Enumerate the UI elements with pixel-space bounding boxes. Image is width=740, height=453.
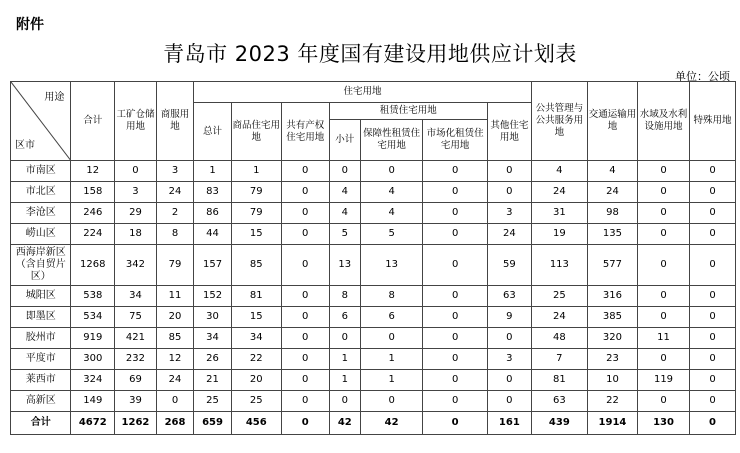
value-cell: 29: [115, 203, 157, 224]
district-name-cell: 平度市: [11, 349, 71, 370]
value-cell: 534: [71, 307, 115, 328]
value-cell: 0: [423, 349, 488, 370]
value-cell: 85: [231, 245, 281, 286]
value-cell: 13: [360, 245, 422, 286]
header-commodity: 商品住宅用地: [231, 103, 281, 161]
value-cell: 0: [329, 391, 360, 412]
value-cell: 246: [71, 203, 115, 224]
value-cell: 11: [156, 286, 193, 307]
district-name-cell: 市北区: [11, 182, 71, 203]
value-cell: 0: [423, 286, 488, 307]
value-cell: 0: [690, 412, 736, 435]
value-cell: 0: [115, 161, 157, 182]
table-row: [11, 349, 736, 370]
value-cell: 456: [231, 412, 281, 435]
value-cell: 0: [281, 391, 329, 412]
value-cell: 0: [423, 203, 488, 224]
value-cell: 6: [360, 307, 422, 328]
value-cell: 2: [156, 203, 193, 224]
value-cell: 0: [423, 182, 488, 203]
value-cell: 0: [637, 245, 689, 286]
value-cell: 0: [360, 161, 422, 182]
value-cell: 0: [637, 307, 689, 328]
value-cell: 0: [423, 245, 488, 286]
value-cell: 31: [531, 203, 587, 224]
district-name-cell: 市南区: [11, 161, 71, 182]
value-cell: 0: [281, 349, 329, 370]
value-cell: 0: [281, 203, 329, 224]
value-cell: 119: [637, 370, 689, 391]
district-name-cell: 胶州市: [11, 328, 71, 349]
value-cell: 4: [360, 182, 422, 203]
value-cell: 0: [487, 391, 531, 412]
value-cell: 9: [487, 307, 531, 328]
value-cell: 0: [487, 182, 531, 203]
value-cell: 919: [71, 328, 115, 349]
value-cell: 0: [360, 391, 422, 412]
value-cell: 1: [329, 370, 360, 391]
value-cell: 161: [487, 412, 531, 435]
value-cell: 34: [231, 328, 281, 349]
table-row: [11, 307, 736, 328]
value-cell: 0: [637, 286, 689, 307]
header-special: 特殊用地: [690, 82, 736, 161]
value-cell: 0: [637, 349, 689, 370]
value-cell: 0: [281, 328, 329, 349]
value-cell: 24: [487, 224, 531, 245]
value-cell: 63: [531, 391, 587, 412]
table-row: [11, 245, 736, 286]
value-cell: 0: [329, 161, 360, 182]
value-cell: 0: [423, 391, 488, 412]
value-cell: 1: [360, 370, 422, 391]
table-row: [11, 370, 736, 391]
value-cell: 152: [194, 286, 231, 307]
value-cell: 0: [423, 307, 488, 328]
value-cell: 0: [690, 245, 736, 286]
value-cell: 0: [329, 328, 360, 349]
district-name-cell: 李沧区: [11, 203, 71, 224]
value-cell: 25: [194, 391, 231, 412]
value-cell: 0: [487, 161, 531, 182]
value-cell: 18: [115, 224, 157, 245]
unit-label: 单位：公顷: [675, 70, 730, 83]
header-industrial: 工矿仓储用地: [115, 82, 157, 161]
header-res-subtotal: 总计: [194, 103, 231, 161]
value-cell: 75: [115, 307, 157, 328]
value-cell: 421: [115, 328, 157, 349]
land-supply-table: [10, 81, 736, 435]
value-cell: 577: [587, 245, 637, 286]
district-name-cell: 合计: [11, 412, 71, 435]
value-cell: 44: [194, 224, 231, 245]
value-cell: 12: [71, 161, 115, 182]
value-cell: 320: [587, 328, 637, 349]
value-cell: 79: [231, 203, 281, 224]
value-cell: 0: [423, 328, 488, 349]
value-cell: 0: [690, 182, 736, 203]
table-row: [11, 161, 736, 182]
table-row: [11, 203, 736, 224]
table-row: [11, 224, 736, 245]
value-cell: 0: [423, 224, 488, 245]
value-cell: 0: [156, 391, 193, 412]
header-other-res: 其他住宅用地: [487, 103, 531, 161]
value-cell: 0: [423, 370, 488, 391]
value-cell: 0: [637, 161, 689, 182]
value-cell: 0: [487, 328, 531, 349]
corner-use-label: 用途: [44, 92, 65, 103]
value-cell: 1262: [115, 412, 157, 435]
value-cell: 15: [231, 224, 281, 245]
value-cell: 22: [231, 349, 281, 370]
value-cell: 1: [231, 161, 281, 182]
value-cell: 0: [487, 370, 531, 391]
page-title: 青岛市 2023 年度国有建设用地供应计划表: [163, 42, 577, 66]
value-cell: 24: [531, 182, 587, 203]
value-cell: 1: [360, 349, 422, 370]
value-cell: 26: [194, 349, 231, 370]
value-cell: 300: [71, 349, 115, 370]
value-cell: 113: [531, 245, 587, 286]
value-cell: 3: [115, 182, 157, 203]
value-cell: 0: [637, 203, 689, 224]
header-affordable-rental: 保障性租赁住宅用地: [360, 120, 422, 161]
value-cell: 0: [423, 161, 488, 182]
value-cell: 342: [115, 245, 157, 286]
value-cell: 0: [281, 307, 329, 328]
value-cell: 24: [156, 370, 193, 391]
value-cell: 0: [281, 412, 329, 435]
value-cell: 1914: [587, 412, 637, 435]
value-cell: 157: [194, 245, 231, 286]
value-cell: 0: [690, 307, 736, 328]
value-cell: 158: [71, 182, 115, 203]
value-cell: 4: [329, 203, 360, 224]
district-name-cell: 高新区: [11, 391, 71, 412]
value-cell: 24: [587, 182, 637, 203]
value-cell: 13: [329, 245, 360, 286]
value-cell: 0: [281, 161, 329, 182]
value-cell: 4: [531, 161, 587, 182]
value-cell: 3: [156, 161, 193, 182]
value-cell: 12: [156, 349, 193, 370]
value-cell: 20: [231, 370, 281, 391]
attachment-label: 附件: [16, 17, 44, 33]
value-cell: 130: [637, 412, 689, 435]
value-cell: 39: [115, 391, 157, 412]
value-cell: 79: [156, 245, 193, 286]
header-rental: 租赁住宅用地: [329, 103, 487, 120]
value-cell: 21: [194, 370, 231, 391]
value-cell: 85: [156, 328, 193, 349]
value-cell: 538: [71, 286, 115, 307]
header-residential: 住宅用地: [194, 82, 531, 103]
value-cell: 34: [115, 286, 157, 307]
value-cell: 30: [194, 307, 231, 328]
value-cell: 0: [690, 203, 736, 224]
value-cell: 4: [329, 182, 360, 203]
value-cell: 63: [487, 286, 531, 307]
value-cell: 48: [531, 328, 587, 349]
value-cell: 11: [637, 328, 689, 349]
value-cell: 316: [587, 286, 637, 307]
value-cell: 1268: [71, 245, 115, 286]
header-public: 公共管理与公共服务用地: [531, 82, 587, 161]
value-cell: 20: [156, 307, 193, 328]
header-market-rental: 市场化租赁住宅用地: [423, 120, 488, 161]
value-cell: 5: [360, 224, 422, 245]
corner-district-label: 区市: [15, 140, 35, 151]
header-shared: 共有产权住宅用地: [281, 103, 329, 161]
value-cell: 4672: [71, 412, 115, 435]
value-cell: 0: [423, 412, 488, 435]
value-cell: 5: [329, 224, 360, 245]
value-cell: 79: [231, 182, 281, 203]
value-cell: 1: [194, 161, 231, 182]
header-commercial: 商服用地: [156, 82, 193, 161]
table-row: [11, 286, 736, 307]
value-cell: 15: [231, 307, 281, 328]
value-cell: 324: [71, 370, 115, 391]
header-total: 合计: [71, 82, 115, 161]
value-cell: 0: [690, 391, 736, 412]
value-cell: 24: [156, 182, 193, 203]
corner-header-cell: [11, 82, 71, 161]
value-cell: 232: [115, 349, 157, 370]
table-row: [11, 182, 736, 203]
value-cell: 98: [587, 203, 637, 224]
value-cell: 25: [231, 391, 281, 412]
value-cell: 3: [487, 203, 531, 224]
value-cell: 1: [329, 349, 360, 370]
district-name-cell: 莱西市: [11, 370, 71, 391]
value-cell: 8: [329, 286, 360, 307]
value-cell: 4: [360, 203, 422, 224]
value-cell: 0: [690, 286, 736, 307]
total-row: [11, 412, 736, 435]
value-cell: 224: [71, 224, 115, 245]
value-cell: 135: [587, 224, 637, 245]
value-cell: 0: [637, 182, 689, 203]
value-cell: 25: [531, 286, 587, 307]
value-cell: 0: [281, 224, 329, 245]
value-cell: 7: [531, 349, 587, 370]
value-cell: 0: [690, 370, 736, 391]
value-cell: 0: [281, 245, 329, 286]
value-cell: 0: [281, 182, 329, 203]
value-cell: 83: [194, 182, 231, 203]
value-cell: 6: [329, 307, 360, 328]
value-cell: 42: [329, 412, 360, 435]
value-cell: 10: [587, 370, 637, 391]
table-row: [11, 391, 736, 412]
header-water: 水域及水利设施用地: [637, 82, 689, 161]
value-cell: 34: [194, 328, 231, 349]
value-cell: 0: [281, 286, 329, 307]
value-cell: 149: [71, 391, 115, 412]
value-cell: 86: [194, 203, 231, 224]
value-cell: 59: [487, 245, 531, 286]
value-cell: 42: [360, 412, 422, 435]
district-name-cell: 城阳区: [11, 286, 71, 307]
district-name-cell: 崂山区: [11, 224, 71, 245]
value-cell: 81: [231, 286, 281, 307]
value-cell: 19: [531, 224, 587, 245]
value-cell: 439: [531, 412, 587, 435]
value-cell: 69: [115, 370, 157, 391]
value-cell: 0: [690, 328, 736, 349]
value-cell: 0: [690, 224, 736, 245]
value-cell: 659: [194, 412, 231, 435]
header-transport: 交通运输用地: [587, 82, 637, 161]
value-cell: 385: [587, 307, 637, 328]
header-rent-subtotal: 小计: [329, 120, 360, 161]
value-cell: 81: [531, 370, 587, 391]
value-cell: 0: [690, 161, 736, 182]
value-cell: 23: [587, 349, 637, 370]
value-cell: 24: [531, 307, 587, 328]
value-cell: 8: [156, 224, 193, 245]
district-name-cell: 西海岸新区（含自贸片区）: [11, 245, 71, 286]
value-cell: 3: [487, 349, 531, 370]
value-cell: 0: [360, 328, 422, 349]
value-cell: 0: [637, 391, 689, 412]
value-cell: 8: [360, 286, 422, 307]
table-row: [11, 328, 736, 349]
value-cell: 4: [587, 161, 637, 182]
value-cell: 0: [281, 370, 329, 391]
value-cell: 22: [587, 391, 637, 412]
value-cell: 268: [156, 412, 193, 435]
district-name-cell: 即墨区: [11, 307, 71, 328]
value-cell: 0: [690, 349, 736, 370]
value-cell: 0: [637, 224, 689, 245]
